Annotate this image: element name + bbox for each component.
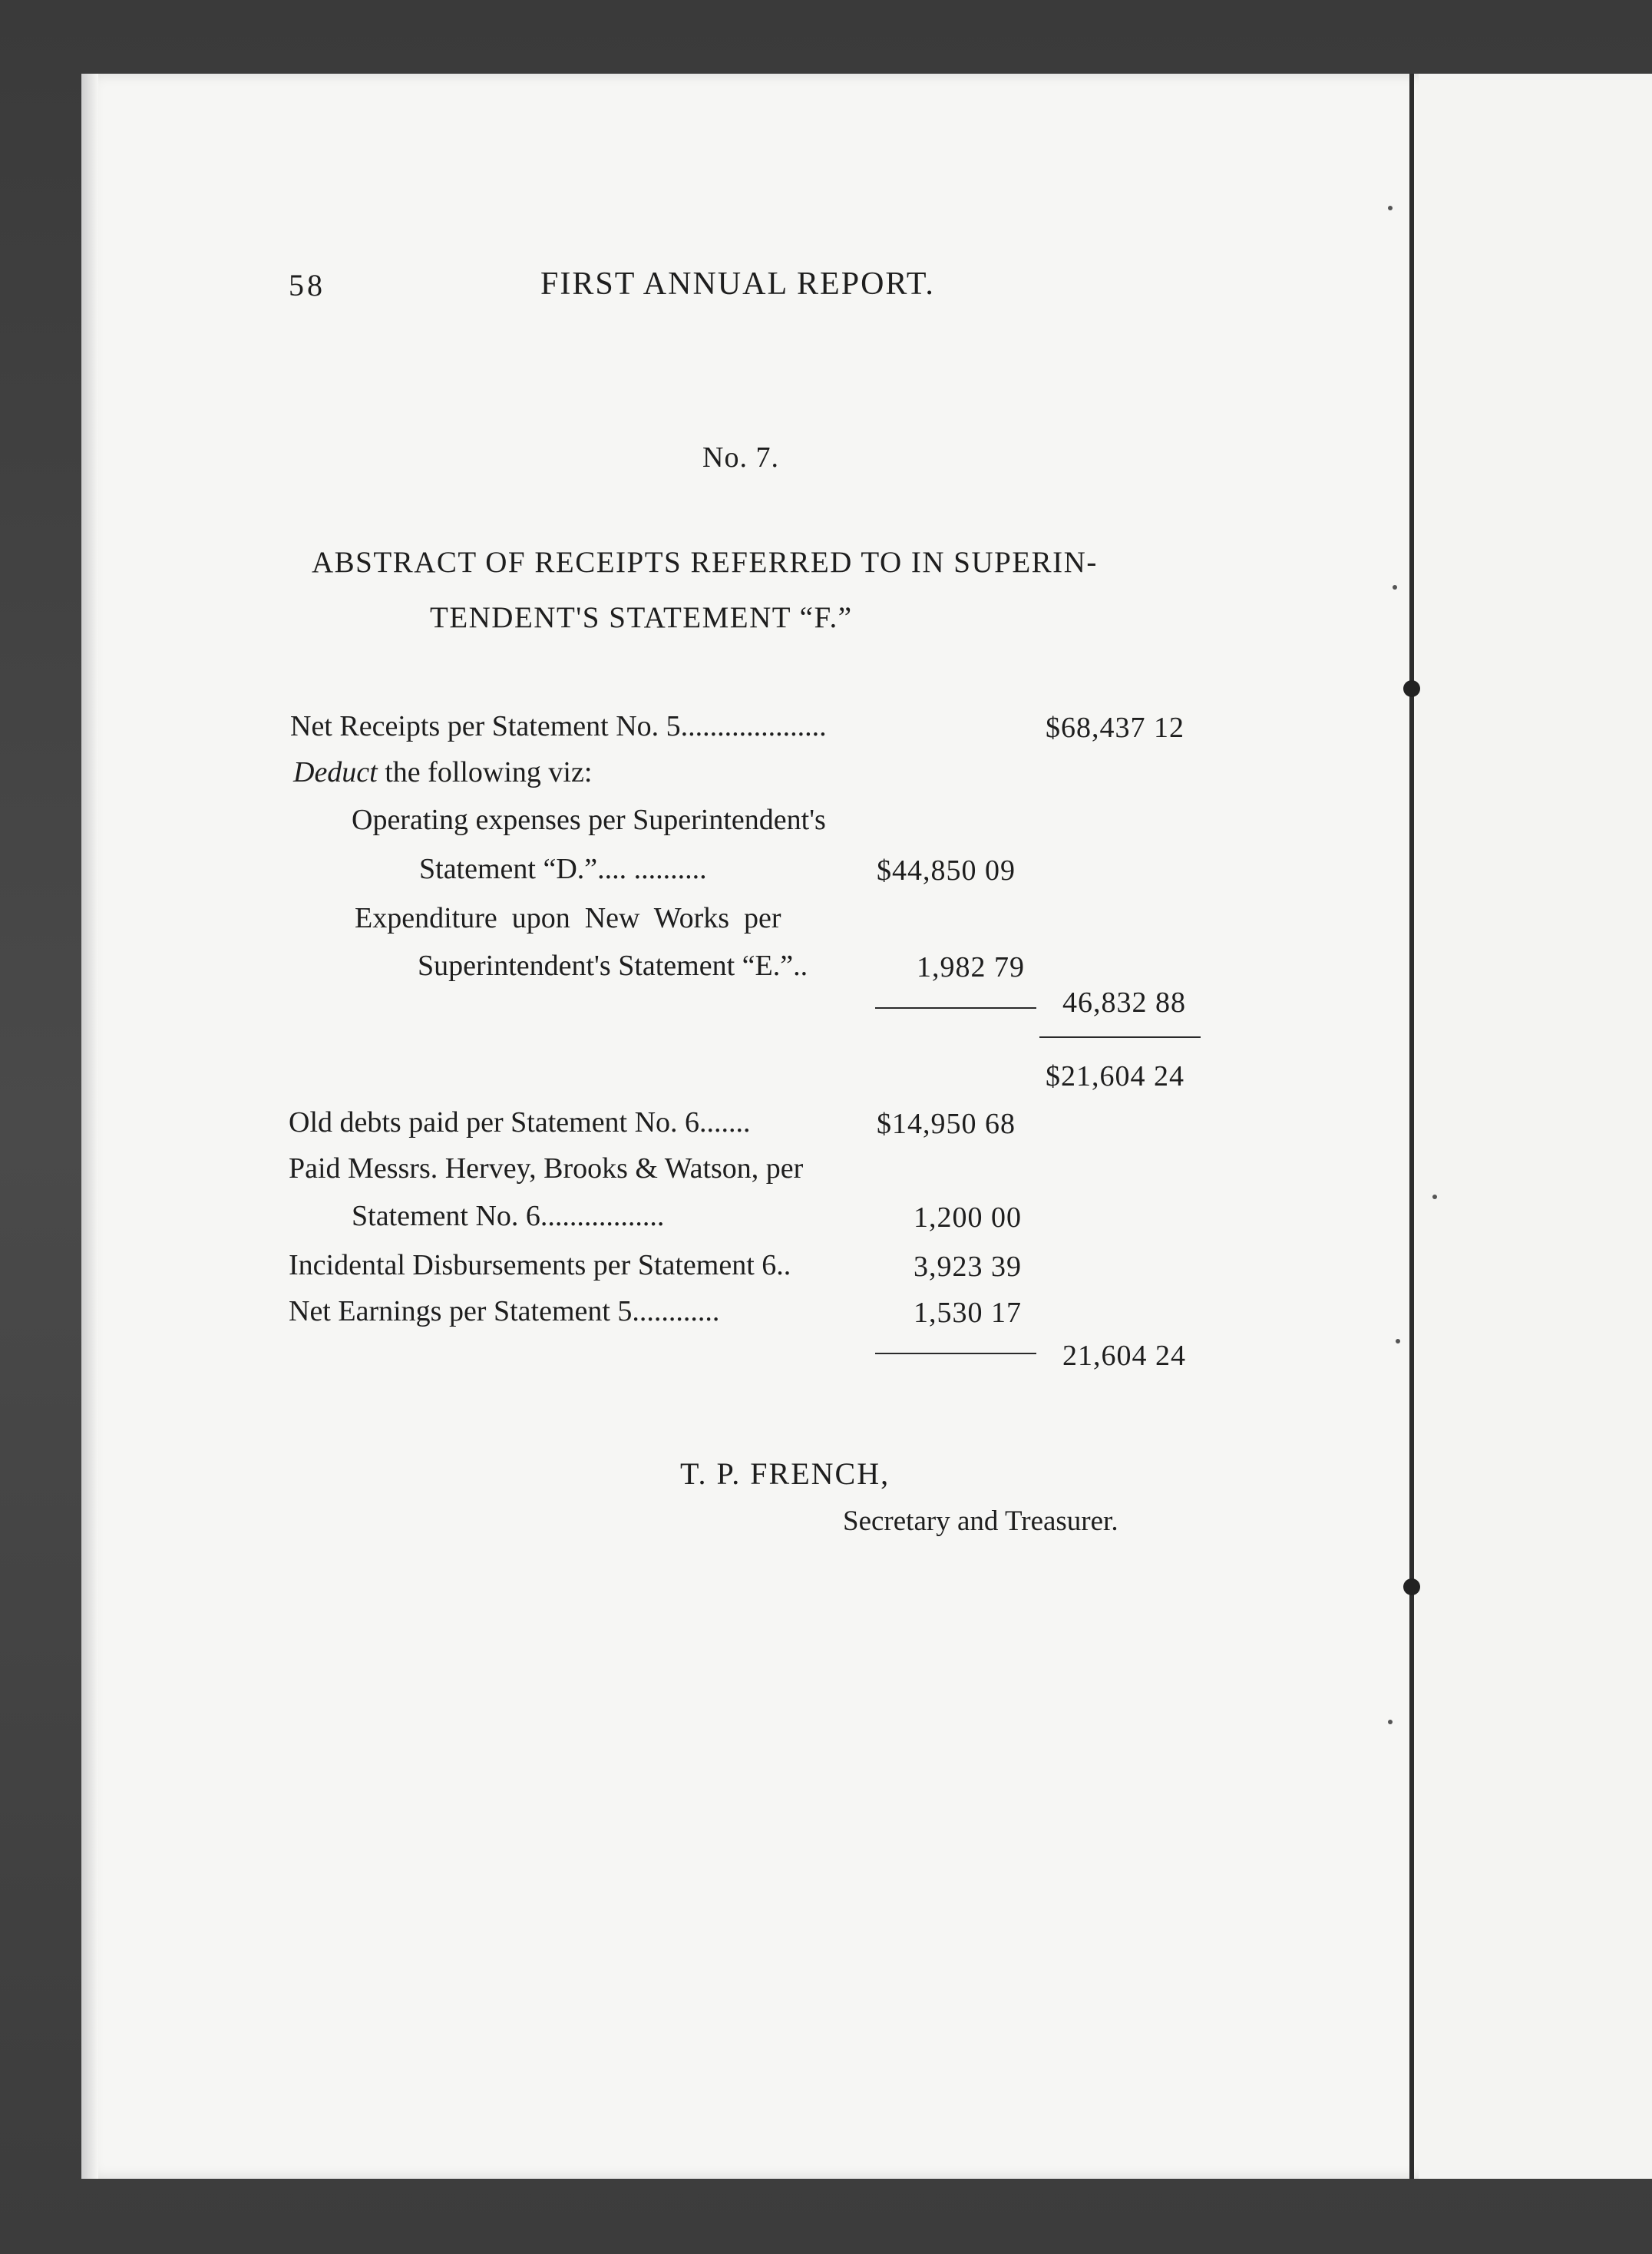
operating-line-1: Operating expenses per Superintendent's [352, 804, 826, 836]
paid-messrs-line-1: Paid Messrs. Hervey, Brooks & Watson, per [289, 1152, 804, 1185]
signatory-name: T. P. FRENCH, [680, 1456, 890, 1491]
operating-line-2: Statement “D.”.... .......... [419, 853, 707, 885]
section-title-line-2: TENDENT'S STATEMENT “F.” [430, 601, 853, 634]
net-receipts-amount: $68,437 12 [1046, 712, 1184, 744]
scan-speck [1396, 1339, 1400, 1343]
running-title: FIRST ANNUAL REPORT. [540, 266, 935, 302]
scan-speck [1393, 585, 1397, 590]
final-subtotal-rule [875, 1353, 1036, 1354]
binding-thread-knot [1403, 680, 1420, 697]
final-total-amount: 21,604 24 [1062, 1340, 1186, 1372]
old-debts-amount: $14,950 68 [877, 1108, 1016, 1140]
page-edge-shadow [81, 74, 98, 2179]
net-earnings-label: Net Earnings per Statement 5............ [289, 1295, 720, 1327]
expenditure-amount: 1,982 79 [917, 951, 1025, 983]
deduct-line [293, 755, 592, 789]
old-debts-label: Old debts paid per Statement No. 6....... [289, 1106, 751, 1139]
paid-messrs-amount: 1,200 00 [914, 1201, 1022, 1234]
total-rule [1039, 1036, 1201, 1038]
facing-page-edge [1419, 74, 1652, 2179]
deduct-rest: the following viz: [377, 756, 593, 788]
binding-gutter [1409, 74, 1414, 2179]
section-title-line-1: ABSTRACT OF RECEIPTS REFERRED TO IN SUPERIN- [312, 546, 1098, 579]
subtotal-rule [875, 1007, 1036, 1009]
incidental-amount: 3,923 39 [914, 1251, 1022, 1283]
section-number: No. 7. [702, 441, 779, 474]
signatory-title: Secretary and Treasurer. [843, 1505, 1118, 1537]
expenditure-line-1: Expenditure upon New Works per [355, 902, 781, 934]
scan-speck [1388, 206, 1393, 210]
binding-thread-knot [1403, 1578, 1420, 1595]
deduct-word: Deduct [293, 756, 378, 788]
balance-amount: $21,604 24 [1046, 1060, 1184, 1092]
deduction-total: 46,832 88 [1062, 987, 1186, 1019]
expenditure-line-2: Superintendent's Statement “E.”.. [418, 950, 808, 982]
net-earnings-amount: 1,530 17 [914, 1297, 1022, 1329]
page-number: 58 [289, 268, 325, 302]
scan-speck [1432, 1195, 1437, 1199]
net-receipts-label: Net Receipts per Statement No. 5.................... [290, 710, 827, 742]
incidental-label: Incidental Disbursements per Statement 6.. [289, 1249, 791, 1281]
scan-speck [1388, 1720, 1393, 1724]
operating-amount: $44,850 09 [877, 854, 1016, 887]
paid-messrs-line-2: Statement No. 6................. [352, 1200, 665, 1232]
